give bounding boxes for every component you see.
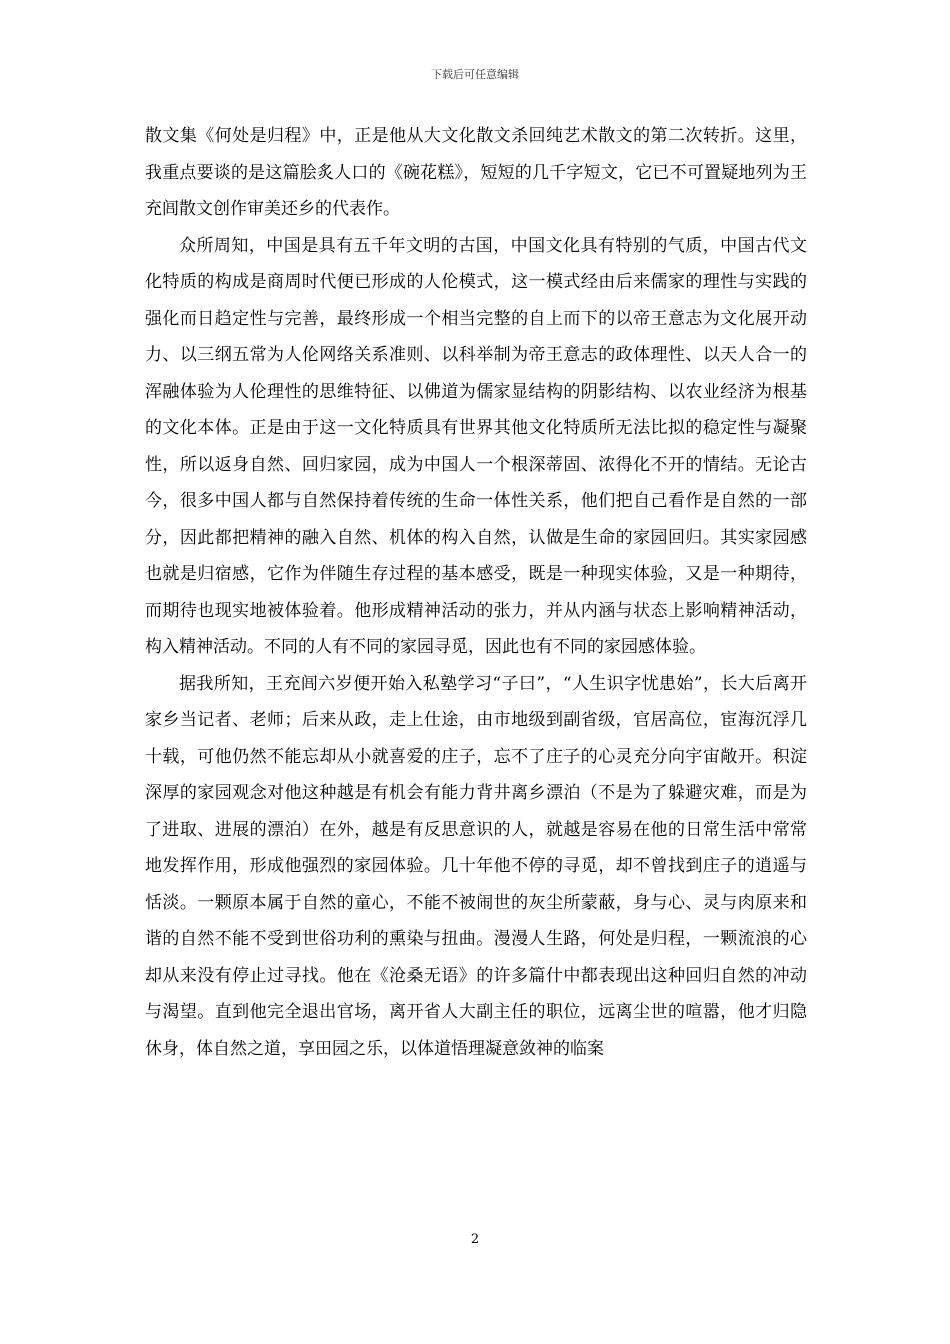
paragraph-1: 散文集《何处是归程》中，正是他从大文化散文杀回纯艺术散文的第二次转折。这里，我重点要谈的是这篇脍炙人口的《碗花糕》，短短的几千字短文，它已不可置疑地列为王充闾散文创作审美还乡的代表作。 [145,126,807,219]
page-number: 2 [470,1232,480,1247]
paragraph-3: 据我所知，王充闾六岁便开始入私塾学习“子曰”，“人生识字忧患始”，长大后离开家乡当记者、老师；后来从政，走上仕途，由市地级到副省级，官居高位，宦海沉浮几十载，可他仍然不能忘却从小就喜爱的庄子，忘不了庄子的心灵充分向宇宙敞开。积淀深厚的家园观念对他这种越是有机会有能力背井离乡漂泊（不是为了躲避灾难，而是为了进取、进展的漂泊）在外，越是有反思意识的人，就越是容易在他的日常生活中常常地发挥作用，形成他强烈的家园体验。几十年他不停的寻觅，却不曾找到庄子的逍遥与恬淡。一颗原本属于自然的童心，不能不被闹世的灰尘所蒙蔽，身与心、灵与肉原来和谐的自然不能不受到世俗功利的熏染与扭曲。漫漫人生路，何处是归程，一颗流浪的心却从来没有停止过寻找。他在《沧桑无语》的许多篇什中都表现出这种回归自然的冲动与渴望。直到他完全退出官场，离开省人大副主任的职位，远离尘世的喧嚣，他才归隐休身，体自然之道，享田园之乐，以体道悟理凝意敛神的临案 [145,673,807,1059]
document-body [145,118,807,1067]
page-header: 下载后可任意编辑 [431,68,519,81]
paragraph-2: 众所周知，中国是具有五千年文明的古国，中国文化具有特别的气质，中国古代文化特质的构成是商周时代便已形成的人伦模式，这一模式经由后来儒家的理性与实践的强化而日趋定性与完善，最终形成一个相当完整的自上而下的以帝王意志为文化展开动力、以三纲五常为人伦网络关系准则、以科举制为帝王意志的政体理性、以天人合一的浑融体验为人伦理性的思维特征、以佛道为儒家显结构的阴影结构、以农业经济为根基的文化本体。正是由于这一文化特质具有世界其他文化特质所无法比拟的稳定性与凝聚性，所以返身自然、回归家园，成为中国人一个根深蒂固、浓得化不开的情结。无论古今，很多中国人都与自然保持着传统的生命一体性关系，他们把自己看作是自然的一部分，因此都把精神的融入自然、机体的构入自然，认做是生命的家园回归。其实家园感也就是归宿感，它作为伴随生存过程的基本感受，既是一种现实体验，又是一种期待，而期待也现实地被体验着。他形成精神活动的张力，并从内涵与状态上影响精神活动，构入精神活动。不同的人有不同的家园寻觅，因此也有不同的家园感体验。 [145,235,807,657]
